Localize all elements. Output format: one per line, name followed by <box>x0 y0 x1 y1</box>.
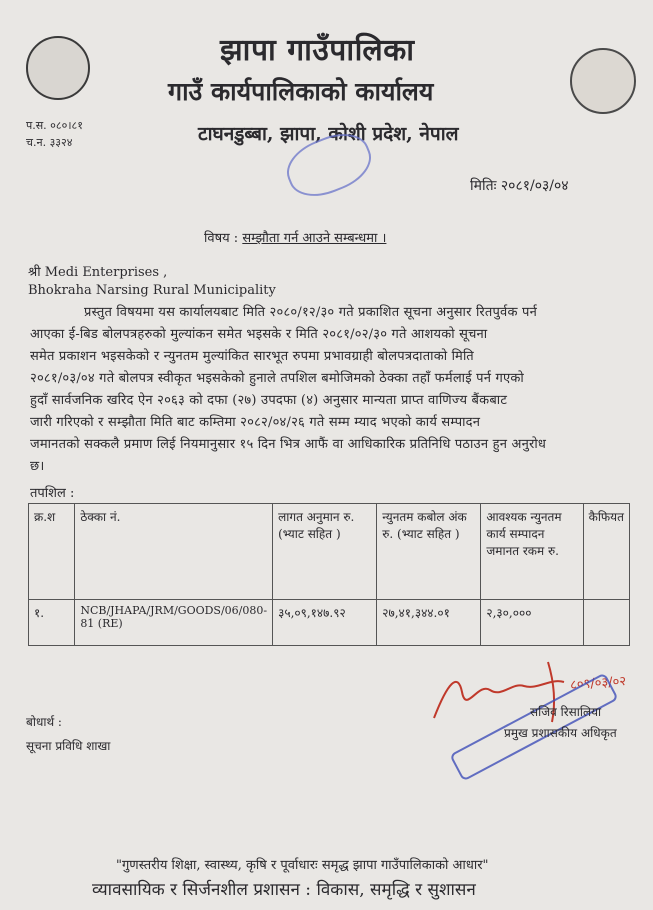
letter-body <box>30 302 630 478</box>
bodharth-recipient: सूचना प्रविधि शाखा <box>26 739 111 753</box>
cell-sn: १. <box>29 600 75 646</box>
subject-line <box>204 228 386 246</box>
recipient-name: श्री Medi Enterprises , <box>28 265 168 280</box>
body-line: जमानतको सक्कलै प्रमाण लिई नियमानुसार १५ दिन भित्र आफैं वा आधिकारिक प्रतिनिधि पठाउन हुन अनुरोध <box>30 437 547 452</box>
header-title: झापा गाउँपालिका <box>220 33 415 68</box>
signature-date: ८०९/०३/०२ <box>569 674 627 693</box>
header-office: गाउँ कार्यपालिकाको कार्यालय <box>168 77 434 106</box>
body-line: हुदाँ सार्वजनिक खरिद ऐन २०६३ को दफा (२७) उपदफा (४) अनुसार मान्यता प्राप्त वाणिज्य बैंकबाट <box>30 393 508 408</box>
body-line: जारी गरिएको र सम्झौता मिति बाट कम्तिमा २०८२/०४/२६ गते सम्म म्याद भएको कार्य सम्पादन <box>30 415 481 430</box>
header-contract-no: ठेक्का नं. <box>75 504 273 600</box>
body-line: समेत प्रकाशन भइसकेको र न्युनतम मुल्यांकित सारभूत रुपमा प्रभावग्राही बोलपत्रदाताको मिति <box>30 349 474 364</box>
dispatch-number: च.न. ३३२४ <box>26 136 73 149</box>
footer-slogan: "गुणस्तरीय शिक्षा, स्वास्थ्य, कृषि र पूर्वाधारः समृद्ध झापा गाउँपालिकाको आधार" <box>116 858 489 873</box>
subject-text: सम्झौता गर्न आउने सम्बन्धमा । <box>242 231 387 246</box>
nepal-emblem-logo <box>570 48 636 114</box>
tapsil-label: तपशिल : <box>30 486 75 501</box>
cell-performance-guarantee: २,३०,००० <box>481 600 583 646</box>
header-performance-guarantee: आवश्यक न्युनतम कार्य सम्पादन जमानत रकम रु. <box>481 504 583 600</box>
header-remarks: कैफियत <box>583 504 629 600</box>
cell-cost-estimate: ३५,०९,१४७.९२ <box>273 600 377 646</box>
municipality-logo <box>26 36 90 100</box>
bodharth-label: बोधार्थ : <box>26 715 62 729</box>
body-line: आएका ई-बिड बोलपत्रहरुको मुल्यांकन समेत भइसके र मिति २०८१/०२/३० गते आशयको सूचना <box>30 327 488 342</box>
footer-motto: व्यावसायिक र सिर्जनशील प्रशासन : विकास, समृद्धि र सुशासन <box>92 880 476 900</box>
header-min-bid: न्युनतम कबोल अंक रु. (भ्याट सहित ) <box>377 504 481 600</box>
body-line: २०८१/०३/०४ गते बोलपत्र स्वीकृत भइसकेको हुनाले तपशिल बमोजिमको ठेक्का तहाँ फर्मलाई पर्न गएको <box>30 371 524 386</box>
header-address: टाघनडुब्बा, झापा, कोशी प्रदेश, नेपाल <box>198 123 459 145</box>
table-header-row <box>29 504 630 600</box>
header-cost-estimate: लागत अनुमान रु. (भ्याट सहित ) <box>273 504 377 600</box>
signatory-post: प्रमुख प्रशासकीय अधिकृत <box>504 726 617 740</box>
header-sn: क्र.श <box>29 504 75 600</box>
body-line: प्रस्तुत विषयमा यस कार्यालयबाट मिति २०८०/१२/३० गते प्रकाशित सूचना अनुसार रितपुर्वक पर्न <box>84 305 537 320</box>
cell-min-bid: २७,४१,३४४.०१ <box>377 600 481 646</box>
recipient-address: Bhokraha Narsing Rural Municipality <box>28 283 276 298</box>
contract-table <box>28 503 630 646</box>
cell-contract-no: NCB/JHAPA/JRM/GOODS/06/080-81 (RE) <box>75 600 273 646</box>
letter-date: मितिः २०८१/०३/०४ <box>470 178 569 194</box>
ref-number: प.स. ०८०।८१ <box>26 119 83 132</box>
signatory-name: सजिव रिसालिया <box>530 705 602 719</box>
table-row <box>29 600 630 646</box>
body-line: छ। <box>30 459 45 474</box>
cell-remarks <box>583 600 629 646</box>
subject-label: विषय : <box>204 231 239 246</box>
